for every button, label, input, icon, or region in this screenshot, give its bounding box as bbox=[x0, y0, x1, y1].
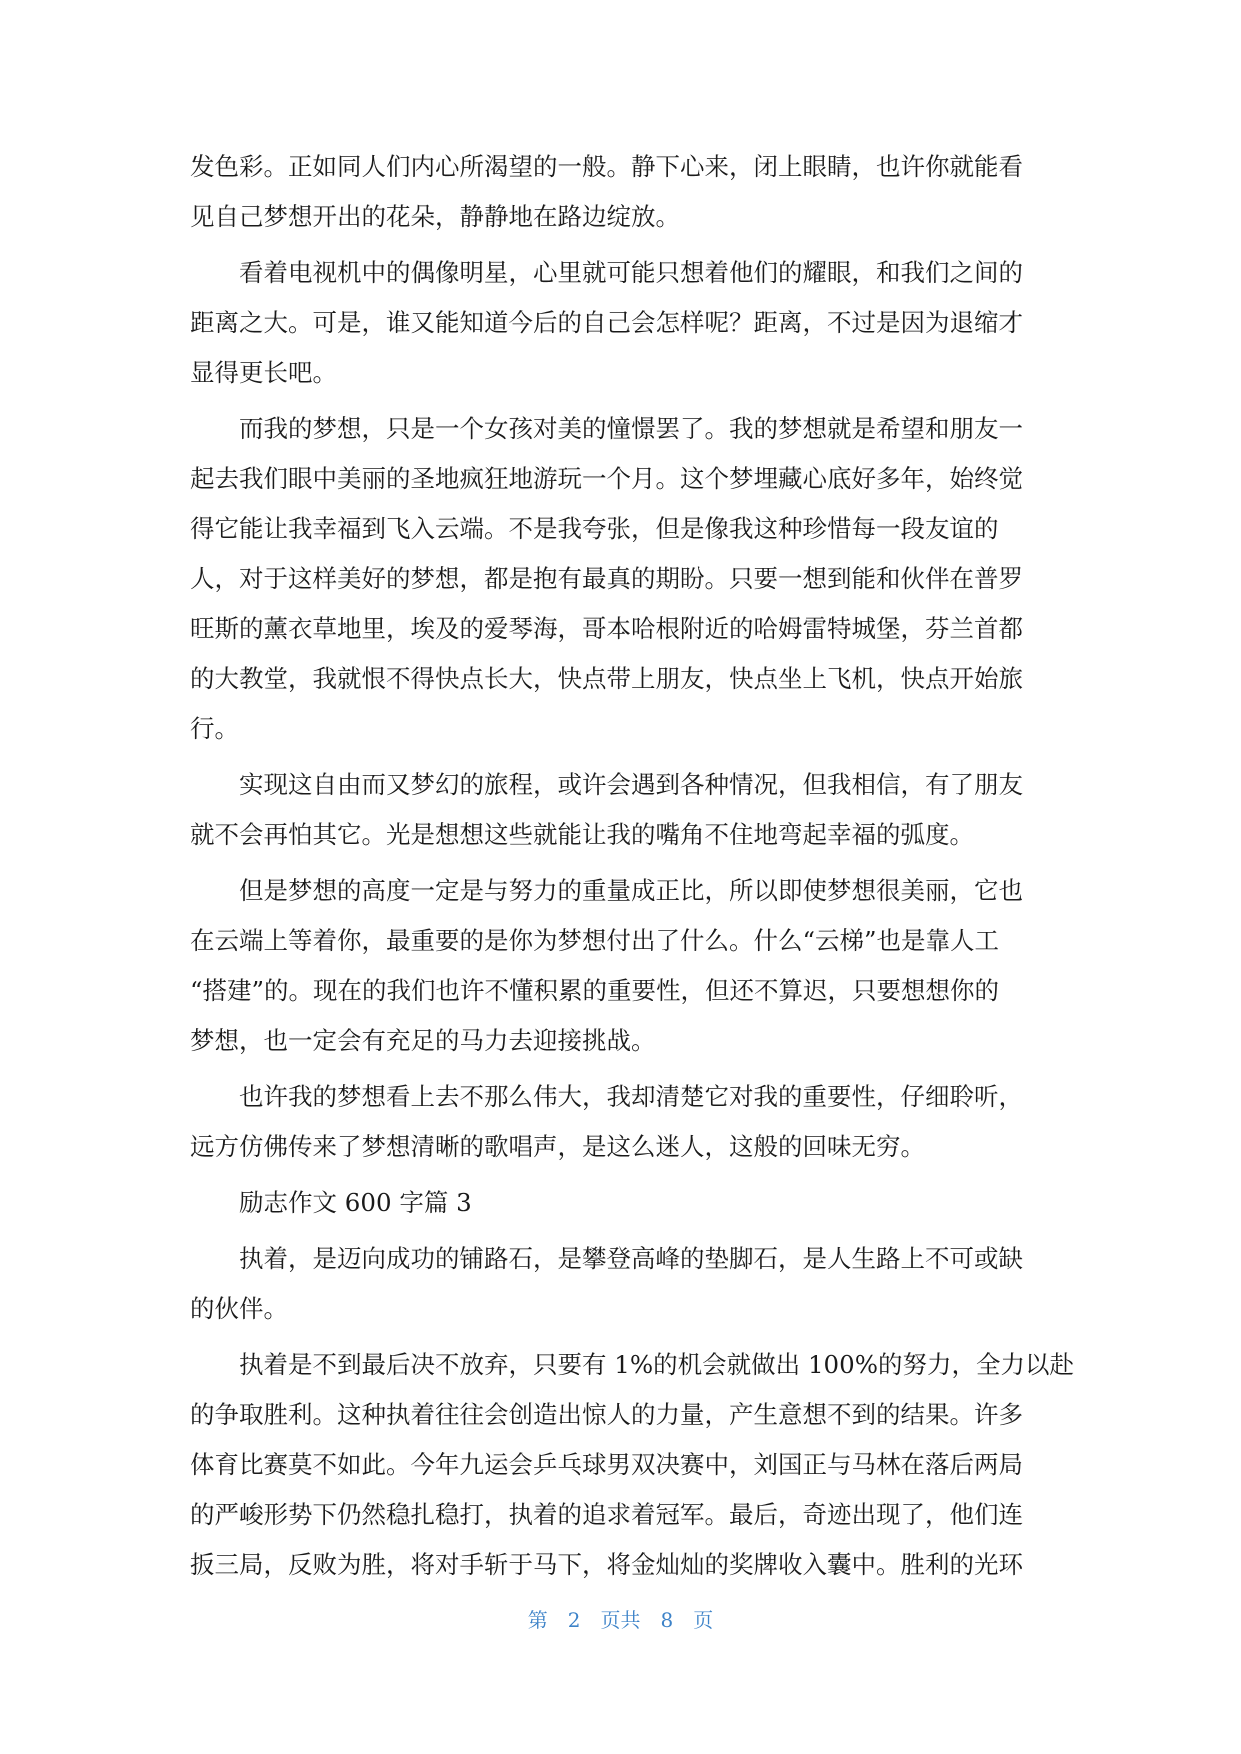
text-line: 的严峻形势下仍然稳扎稳打，执着的追求着冠军。最后，奇迹出现了，他们连 bbox=[190, 1500, 1023, 1529]
text-line: 远方仿佛传来了梦想清晰的歌唱声，是这么迷人，这般的回味无穷。 bbox=[190, 1132, 925, 1161]
text-line: 的争取胜利。这种执着往往会创造出惊人的力量，产生意想不到的结果。许多 bbox=[190, 1400, 1023, 1429]
text-line: 而我的梦想，只是一个女孩对美的憧憬罢了。我的梦想就是希望和朋友一 bbox=[190, 414, 1023, 443]
text-line: 旺斯的薰衣草地里，埃及的爱琴海，哥本哈根附近的哈姆雷特城堡，芬兰首都 bbox=[190, 614, 1023, 643]
text-line: 发色彩。正如同人们内心所渴望的一般。静下心来，闭上眼睛，也许你就能看 bbox=[190, 152, 1023, 181]
text-line: 得它能让我幸福到飞入云端。不是我夸张，但是像我这种珍惜每一段友谊的 bbox=[190, 514, 999, 543]
text-line: 执着是不到最后决不放弃，只要有 1%的机会就做出 100%的努力，全力以赴 bbox=[190, 1350, 1074, 1379]
text-line: 执着，是迈向成功的铺路石，是攀登高峰的垫脚石，是人生路上不可或缺 bbox=[190, 1244, 1023, 1273]
text-line: 起去我们眼中美丽的圣地疯狂地游玩一个月。这个梦埋藏心底好多年，始终觉 bbox=[190, 464, 1023, 493]
text-line: 梦想，也一定会有充足的马力去迎接挑战。 bbox=[190, 1026, 656, 1055]
text-line: 显得更长吧。 bbox=[190, 358, 337, 387]
section-heading: 励志作文 600 字篇 3 bbox=[190, 1188, 472, 1217]
text-line: 人，对于这样美好的梦想，都是抱有最真的期盼。只要一想到能和伙伴在普罗 bbox=[190, 564, 1023, 593]
text-line: 行。 bbox=[190, 714, 239, 743]
text-line: 在云端上等着你，最重要的是你为梦想付出了什么。什么“云梯”也是靠人工 bbox=[190, 926, 1000, 955]
text-line: 扳三局，反败为胜，将对手斩于马下，将金灿灿的奖牌收入囊中。胜利的光环 bbox=[190, 1550, 1023, 1579]
text-line: 实现这自由而又梦幻的旅程，或许会遇到各种情况，但我相信，有了朋友 bbox=[190, 770, 1023, 799]
text-line: 也许我的梦想看上去不那么伟大，我却清楚它对我的重要性，仔细聆听， bbox=[190, 1082, 1023, 1111]
text-line: 的大教堂，我就恨不得快点长大，快点带上朋友，快点坐上飞机，快点开始旅 bbox=[190, 664, 1023, 693]
text-line: 的伙伴。 bbox=[190, 1294, 288, 1323]
text-line: “搭建”的。现在的我们也许不懂积累的重要性，但还不算迟，只要想想你的 bbox=[190, 976, 1000, 1005]
text-line: 看着电视机中的偶像明星，心里就可能只想着他们的耀眼，和我们之间的 bbox=[190, 258, 1023, 287]
document-body bbox=[190, 150, 1074, 1598]
text-line: 距离之大。可是，谁又能知道今后的自己会怎样呢？距离，不过是因为退缩才 bbox=[190, 308, 1023, 337]
text-line: 就不会再怕其它。光是想想这些就能让我的嘴角不住地弯起幸福的弧度。 bbox=[190, 820, 974, 849]
text-line: 见自己梦想开出的花朵，静静地在路边绽放。 bbox=[190, 202, 680, 231]
text-line: 但是梦想的高度一定是与努力的重量成正比，所以即使梦想很美丽，它也 bbox=[190, 876, 1023, 905]
page-number-footer: 第 2 页共 8 页 bbox=[527, 1608, 714, 1632]
text-line: 体育比赛莫不如此。今年九运会乒乓球男双决赛中，刘国正与马林在落后两局 bbox=[190, 1450, 1023, 1479]
